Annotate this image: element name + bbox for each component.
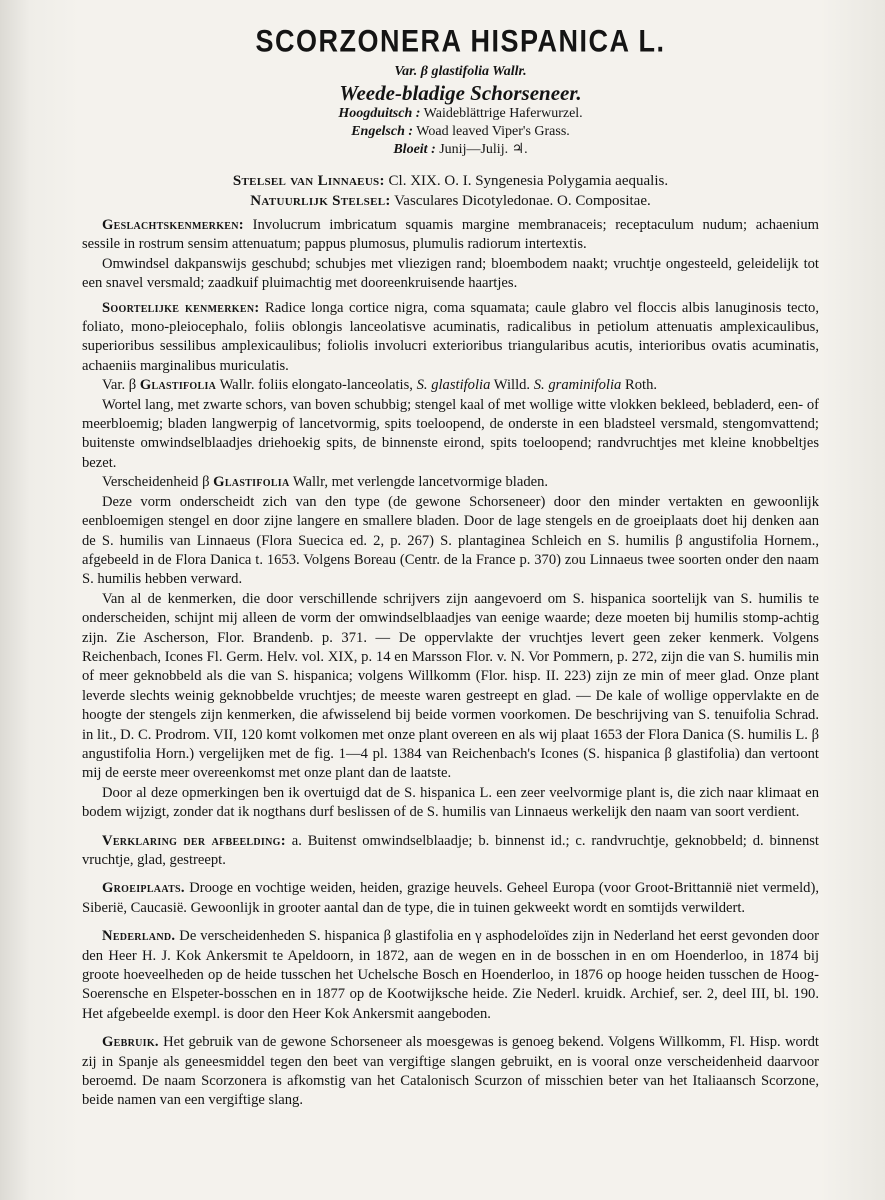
netherlands-distribution xyxy=(82,927,819,1024)
natural-system xyxy=(82,191,819,211)
bloom-value: Junij—Julij. ♃. xyxy=(439,142,528,157)
var-start: Var. β xyxy=(102,377,137,394)
variety-intro-b: Wallr, met verlengde lancetvormige bladen. xyxy=(292,474,549,491)
bloom-label: Bloeit : xyxy=(393,142,436,157)
bloom-line xyxy=(102,141,819,159)
discussion-paragraph-2: Van al de kenmerken, die door verschillende schrijvers zijn aangevoerd om S. hispanica soortelijk van S. humilis te onderscheiden, schijnt mij alleen de vorm der omwindselblaadjes van eenige waarde; deze moeten bij humilis stomp-achtig zijn. Zie Ascherson, Flor. Brandenb. p. 371. — De oppervlakte der vruchtjes levert geen zeker kenmerk. Volgens Reichenbach, Icones Fl. Germ. Helv. vol. XIX, p. 14 en Marsson Flor. v. N. Vor Pommern, p. 272, zijn die van S. humilis min of meer geknobbeld als die van S. hispanica; volgens Willkomm (Flor. hisp. II. 223) zijn ze min of meer glad. Onze plant leverde slechts weinig geknobbelde vruchtjes; de meeste waren gestreept en glad. — De kale of wollige oppervlakte en de hoogte der stengels zijn kenmerken, die afwisselend bij beide vormen voorkomen. De beschrijving van S. tenuifolia Schrad. in lit., D. C. Prodrom. VII, 120 komt volkomen met onze plant overeen en als wij plaat 1653 der Flora Danica (S. humilis L. β angustifolia Horn.) vergelijken met de fig. 1—4 pl. 1384 van Reichenbach's Icones (S. hispanica β glastifolia) dan vertoont mij de eerste meer overeenkomst met onze plant dan de laatste. xyxy=(82,590,819,782)
habitat xyxy=(82,879,819,918)
natural-value: Vasculares Dicotyledonae. O. Compositae. xyxy=(394,193,651,209)
var-mid2: Willd. xyxy=(493,377,531,394)
linnaeus-value: Cl. XIX. O. I. Syngenesia Polygamia aequalis. xyxy=(388,173,669,189)
discussion-paragraph-1: Deze vorm onderscheidt zich van den type (de gewone Schorseneer) door den minder vertakten en gewoonlijk eenbloemigen stengel en door zijne langere en smallere bladen. Door de lage stengels en de groeiplaats doet hij denken aan de S. humilis van Linnaeus (Flora Suecica ed. 2, p. 267) S. plantaginea Schleich en S. humilis β angustifolia Hornem., afgebeeld in de Flora Danica t. 1653. Volgens Boreau (Centr. de la France p. 370) zou Linnaeus twee soorten onder den naam S. humilis hebben verward. xyxy=(82,493,819,588)
variety-intro-sc: Glastifolia xyxy=(213,474,290,491)
variety-latin xyxy=(82,376,819,395)
species-latin: Radice longa cortice nigra, coma squamata; caule glabro vel floccis albis lanuginosis tecto, foliato, mono-pleiocephalo, foliis oblongis lanceolatisve acuminatis, radicalibus in petiolum attenuatis amplexicaulibus, superioribus sessilibus amplexicaulibus; foliolis involucri exterioribus triangularibus acutis, interioribus ovatis acuminatis, achaeniis marginalibus muriculatis. xyxy=(82,299,819,374)
var-syn2: S. graminifolia xyxy=(533,377,622,394)
species-label: Soortelijke kenmerken: xyxy=(102,299,260,316)
german-name-line xyxy=(102,105,819,123)
habitat-text: Drooge en vochtige weiden, heiden, grazige heuvels. Geheel Europa (voor Groot-Brittannië niet vermeld), Siberië, Caucasië. Gewoonlijk in grooter aantal dan de type, die in tuinen gekweekt wordt en somtijds verwildert. xyxy=(82,880,819,916)
species-characters-latin xyxy=(82,299,819,377)
variety-name: Var. β glastifolia Wallr. xyxy=(394,64,527,79)
genus-label: Geslachtskenmerken: xyxy=(102,217,244,233)
usage xyxy=(82,1033,819,1111)
linnaeus-system xyxy=(82,171,819,191)
english-label: Engelsch : xyxy=(351,124,414,139)
linnaeus-label: Stelsel van Linnaeus: xyxy=(232,173,385,189)
var-sc: Glastifolia xyxy=(139,377,217,394)
variety-intro xyxy=(82,473,819,492)
german-name: Waideblättrige Haferwurzel. xyxy=(423,106,583,121)
var-mid: Wallr. foliis elongato-lanceolatis, xyxy=(219,377,413,394)
english-name: Woad leaved Viper's Grass. xyxy=(416,124,570,139)
use-label: Gebruik. xyxy=(102,1034,159,1051)
natural-label: Natuurlijk Stelsel: xyxy=(250,193,391,209)
header xyxy=(102,23,819,159)
variety-line xyxy=(102,63,819,81)
figure-label: Verklaring der afbeelding: xyxy=(102,832,286,849)
use-text: Het gebruik van de gewone Schorseneer als moesgewas is genoeg bekend. Volgens Willkomm, Fl. Hisp. wordt zij in Spanje als geneesmiddel tegen den beet van vergiftige slangen gebruikt, en is vooral onze verscheidenheid daarvoor beroemd. De naam Scorzonera is afkomstig van het Catalonisch Scurzon of misschien beter van het Italiaansch Scorzone, beide namen van een vergiftige slang. xyxy=(82,1034,819,1109)
dutch-name: Weede-bladige Schorseneer. xyxy=(339,81,582,105)
netherlands-label: Nederland. xyxy=(102,928,176,945)
netherlands-text: De verscheidenheden S. hispanica β glastifolia en γ asphodeloïdes zijn in Nederland het eerst gevonden door den Heer H. J. Kok Ankersmit te Apeldoorn, in 1872, aan de wegen en in de bosschen in en om Hoenderloo, in 1874 bij groote hoeveelheden op de heide tusschen het Uchelsche Bosch en Hoenderloo, in 1876 op hooge heiden tusschen de Hoog-Soerensche en Elspeter-bosschen en in 1877 op de Kootwijksche heide. Zie Nederl. kruidk. Archief, ser. 2, deel III, bl. 190. Het afgebeelde exempl. is door den Heer Kok Ankersmit aangeboden. xyxy=(82,928,819,1022)
variety-intro-a: Verscheidenheid β xyxy=(102,474,210,491)
genus-characters-latin xyxy=(82,216,819,255)
page-title: SCORZONERA HISPANICA L. xyxy=(255,23,666,59)
german-label: Hoogduitsch : xyxy=(338,106,421,121)
figure-explanation xyxy=(82,832,819,871)
english-name-line xyxy=(102,123,819,141)
var-syn1: S. glastifolia xyxy=(416,377,491,394)
species-characters-dutch: Wortel lang, met zwarte schors, van boven schubbig; stengel kaal of met wollige witte vlokken bekleed, bebladerd, een- of meerbloemig; bladen langwerpig of lancetvormig, spits toeloopend, de onderste in een bladsteel versmald, stengomvattend; buitenste omwindselblaadjes driehoekig spits, de binnenste eirond, spits toeloopend; randvruchtjes met kleine knobbeltjes bezet. xyxy=(82,396,819,471)
habitat-label: Groeiplaats. xyxy=(102,880,185,897)
discussion-paragraph-3: Door al deze opmerkingen ben ik overtuigd dat de S. hispanica L. een zeer veelvormige plant is, die zich naar klimaat en bodem wijzigt, zonder dat ik nogthans durf beslissen of de S. humilis van Linnaeus werkelijk den naam van soort verdient. xyxy=(82,784,819,821)
figure-text: a. Buitenst omwindselblaadje; b. binnenst id.; c. randvruchtje, geknobbeld; d. binnenst vruchtje, glad, gestreept. xyxy=(82,832,819,868)
genus-characters-dutch: Omwindsel dakpanswijs geschubd; schubjes met vliezigen rand; bloembodem naakt; vruchtje ongesteeld, geleidelijk tot een snavel versmald; zaadkuif pluimachtig met dooreenkruisende haartjes. xyxy=(82,255,819,292)
genus-latin: Involucrum imbricatum squamis margine membranaceis; receptaculum nudum; achaenium sessile in rostrum sensim attenuatum; pappus plumosus, plumulis radiorum intertextis. xyxy=(82,217,819,253)
var-end: Roth. xyxy=(624,377,658,394)
